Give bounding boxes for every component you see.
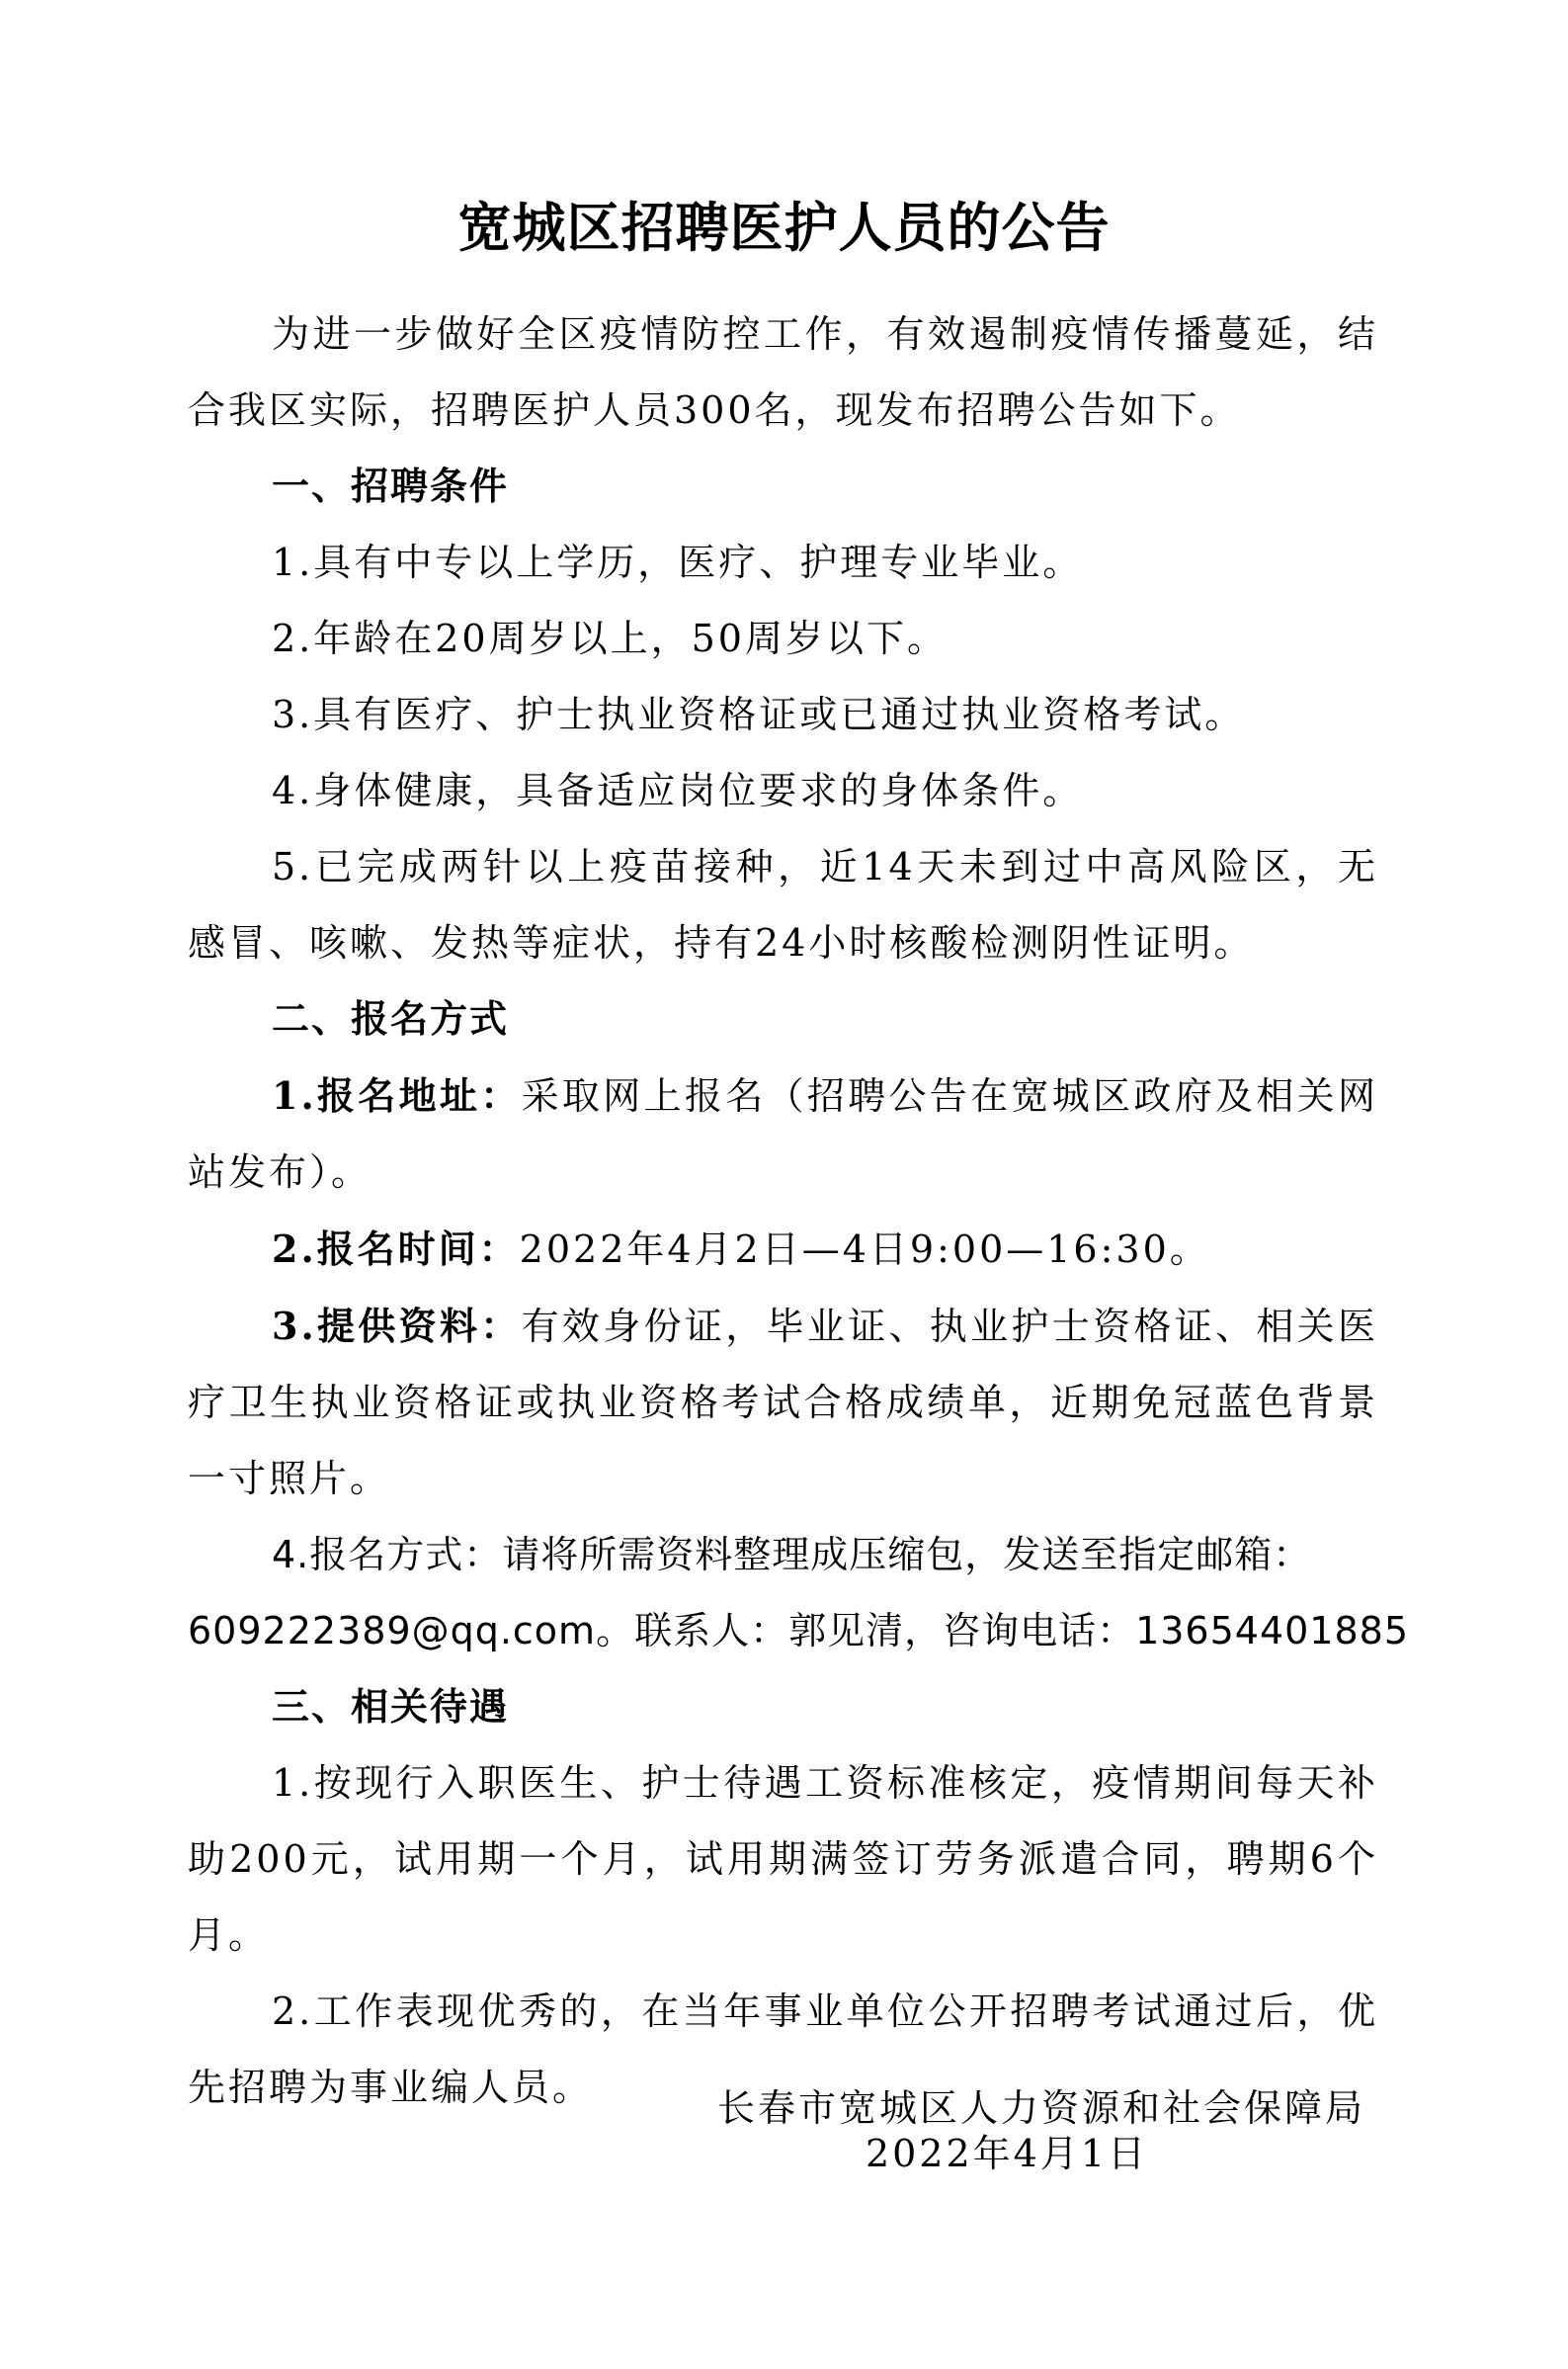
registration-materials-label: 3.提供资料： xyxy=(272,1304,522,1348)
requirement-item: 2.年龄在20周岁以上，50周岁以下。 xyxy=(272,617,948,660)
benefit-item: 1.按现行入职医生、护士待遇工资标准核定，疫情期间每天补助200元，试用期一个月，试用期满签订劳务派遣合同，聘期6个月。 xyxy=(188,1761,1378,1957)
registration-materials-text: 有效身份证，毕业证、执业护士资格证、相关医疗卫生执业资格证或执业资格考试合格成绩单，近期免冠蓝色背景一寸照片。 xyxy=(188,1305,1378,1500)
section-heading-registration: 二、报名方式 xyxy=(272,997,510,1041)
issuing-organization: 长春市宽城区人力资源和社会保障局 xyxy=(716,2086,1365,2130)
section-heading-requirements: 一、招聘条件 xyxy=(272,465,510,508)
requirement-item: 3.具有医疗、护士执业资格证或已通过执业资格考试。 xyxy=(272,693,1246,736)
requirement-item: 5.已完成两针以上疫苗接种，近14天未到过中高风险区，无感冒、咳嗽、发热等症状，持有24小时核酸检测阴性证明。 xyxy=(188,845,1378,965)
requirement-item: 4.身体健康，具备适应岗位要求的身体条件。 xyxy=(272,769,1084,812)
benefit-item: 2.工作表现优秀的，在当年事业单位公开招聘考试通过后，优先招聘为事业编人员。 xyxy=(188,1989,1378,2109)
section-heading-benefits: 三、相关待遇 xyxy=(272,1685,510,1729)
requirement-item: 1.具有中专以上学历，医疗、护理专业毕业。 xyxy=(272,541,1084,584)
registration-time-label: 2.报名时间： xyxy=(272,1227,520,1271)
registration-method-text: 4.报名方式：请将所需资料整理成压缩包，发送至指定邮箱： xyxy=(272,1533,1312,1576)
registration-item-address xyxy=(188,1058,1378,1211)
issue-date: 2022年4月1日 xyxy=(865,2132,1148,2175)
registration-address-text: 采取网上报名（招聘公告在宽城区政府及相关网站发布）。 xyxy=(188,1074,1378,1194)
registration-time-text: 2022年4月2日—4日9:00—16:30。 xyxy=(519,1227,1210,1271)
registration-contact-line: 609222389@qq.com。联系人：郭见清，咨询电话：13654401885 xyxy=(188,1609,1410,1652)
signature-block xyxy=(717,2085,1365,2176)
registration-item-method xyxy=(188,1517,1378,1593)
intro-paragraph: 为进一步做好全区疫情防控工作，有效遏制疫情传播蔓延，结合我区实际，招聘医护人员300名，现发布招聘公告如下。 xyxy=(188,312,1378,432)
announcement-body xyxy=(188,296,1410,2126)
registration-item-materials xyxy=(188,1288,1378,1517)
registration-address-label: 1.报名地址： xyxy=(272,1073,522,1118)
registration-item-time xyxy=(188,1211,1378,1288)
page-title: 宽城区招聘医护人员的公告 xyxy=(457,196,1111,259)
